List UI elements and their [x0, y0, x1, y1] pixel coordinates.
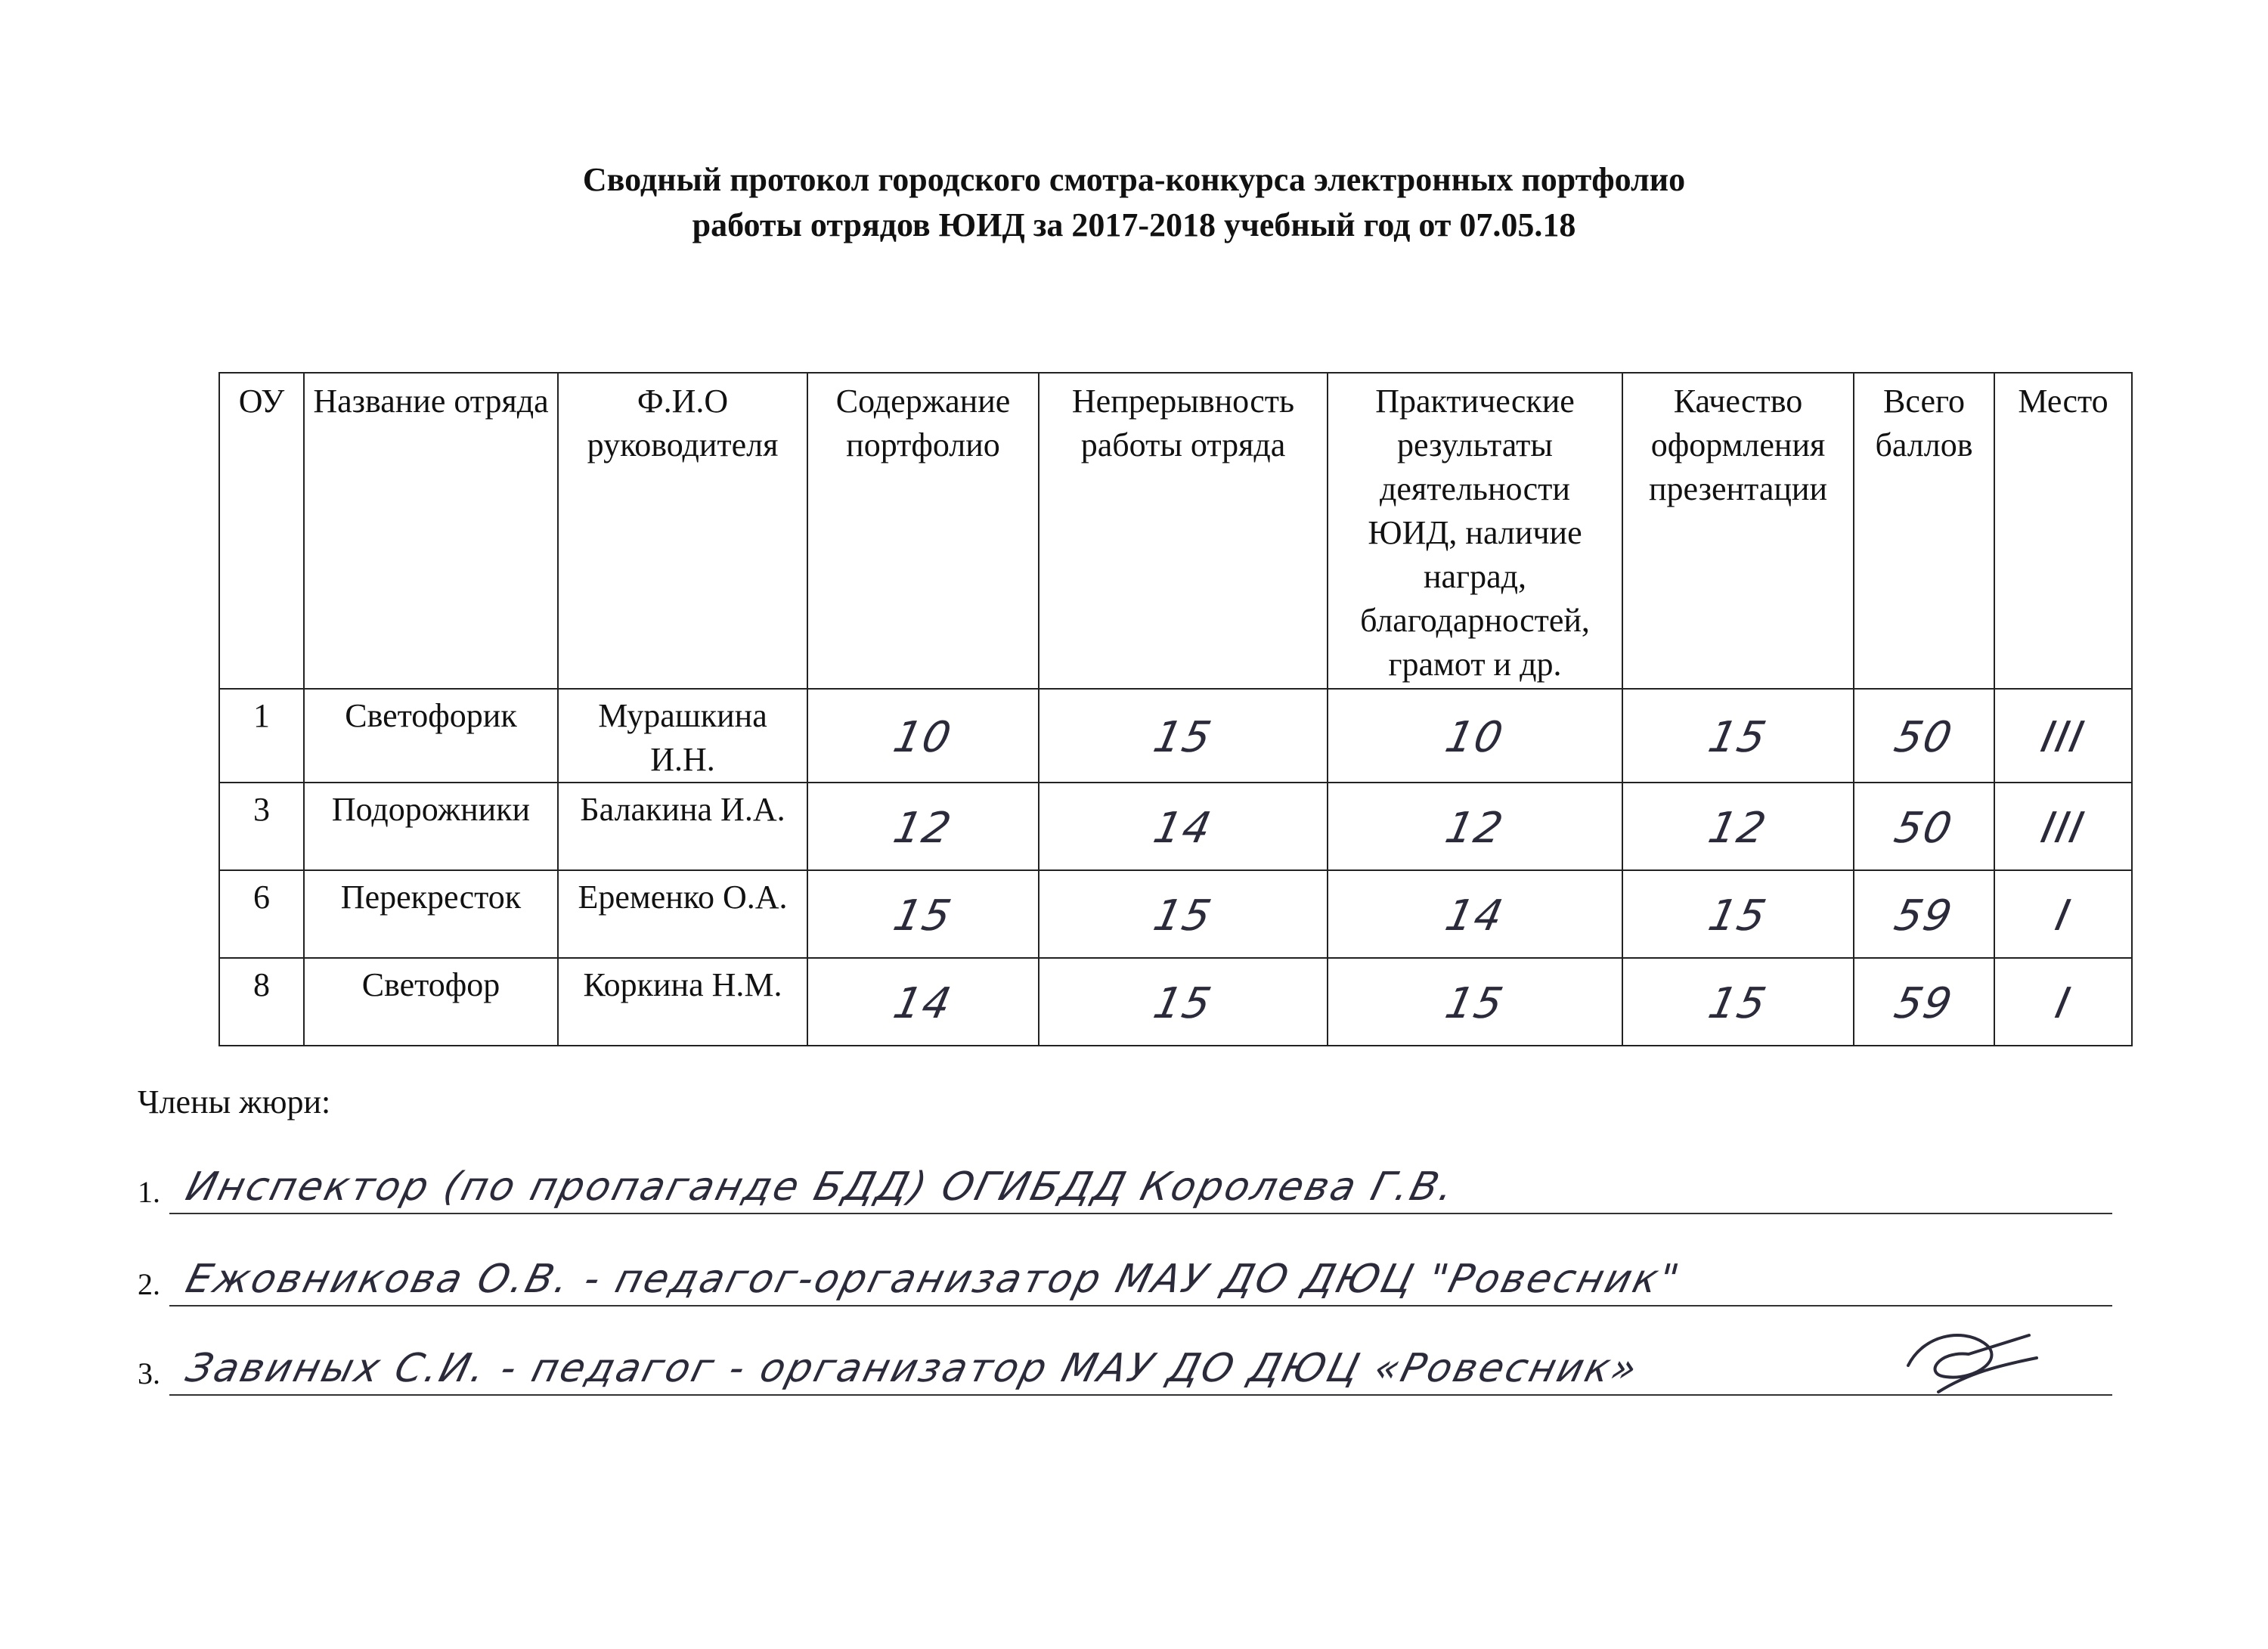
title-line-1: Сводный протокол городского смотра-конкурса электронных портфолио — [582, 161, 1686, 198]
table-row — [219, 958, 2132, 1046]
document-title — [0, 157, 2268, 248]
results-table — [218, 372, 2133, 1046]
jury-member-1 — [138, 1157, 2112, 1214]
cell-continuity-score: 15 — [1039, 870, 1328, 958]
table-row — [219, 689, 2132, 783]
jury-label: Члены жюри: — [138, 1083, 331, 1121]
cell-leader: Мурашкина И.Н. — [558, 689, 807, 783]
cell-total-score: 59 — [1854, 958, 1994, 1046]
cell-continuity-score: 14 — [1039, 783, 1328, 870]
cell-place: I — [1994, 870, 2132, 958]
cell-place: I — [1994, 958, 2132, 1046]
cell-quality-score: 12 — [1622, 783, 1854, 870]
jury-member-number: 2. — [138, 1267, 160, 1301]
cell-quality-score: 15 — [1622, 689, 1854, 783]
cell-place: III — [1994, 783, 2132, 870]
cell-quality-score: 15 — [1622, 870, 1854, 958]
cell-total-score: 59 — [1854, 870, 1994, 958]
signature-line — [169, 1394, 2112, 1396]
cell-results-score: 12 — [1328, 783, 1622, 870]
jury-member-number: 3. — [138, 1356, 160, 1390]
cell-ou: 8 — [219, 958, 304, 1046]
cell-results-score: 14 — [1328, 870, 1622, 958]
header-ou: ОУ — [219, 373, 304, 689]
header-continuity: Непрерывность работы отряда — [1039, 373, 1328, 689]
signature-line — [169, 1305, 2112, 1306]
table-row — [219, 783, 2132, 870]
cell-team-name: Подорожники — [304, 783, 558, 870]
header-presentation-quality: Качество оформления презентации — [1622, 373, 1854, 689]
signature-line — [169, 1213, 2112, 1214]
cell-total-score: 50 — [1854, 689, 1994, 783]
cell-ou: 3 — [219, 783, 304, 870]
jury-member-number: 1. — [138, 1175, 160, 1209]
jury-member-text: Инспектор (по пропаганде БДД) ОГИБДД Королева Г.В. — [181, 1164, 1461, 1210]
cell-results-score: 15 — [1328, 958, 1622, 1046]
cell-content-score: 15 — [807, 870, 1039, 958]
cell-team-name: Светофорик — [304, 689, 558, 783]
cell-continuity-score: 15 — [1039, 689, 1328, 783]
jury-member-text: Ежовникова О.В. - педагог-организатор МАУ ДО ДЮЦ "Ровесник" — [181, 1257, 1686, 1302]
header-practical-results: Практические результаты деятельности ЮИД, наличие наград, благодарностей, грамот и др. — [1328, 373, 1622, 689]
cell-place: III — [1994, 689, 2132, 783]
cell-content-score: 10 — [807, 689, 1039, 783]
cell-quality-score: 15 — [1622, 958, 1854, 1046]
header-leader: Ф.И.О руководителя — [558, 373, 807, 689]
cell-team-name: Перекресток — [304, 870, 558, 958]
cell-ou: 1 — [219, 689, 304, 783]
header-total-score: Всего баллов — [1854, 373, 1994, 689]
cell-leader: Балакина И.А. — [558, 783, 807, 870]
cell-team-name: Светофор — [304, 958, 558, 1046]
header-portfolio-content: Содержание портфолио — [807, 373, 1039, 689]
cell-results-score: 10 — [1328, 689, 1622, 783]
cell-ou: 6 — [219, 870, 304, 958]
cell-continuity-score: 15 — [1039, 958, 1328, 1046]
table-header-row — [219, 373, 2132, 689]
cell-leader: Еременко О.А. — [558, 870, 807, 958]
signature-scribble-icon — [1893, 1320, 2044, 1403]
table-row — [219, 870, 2132, 958]
cell-total-score: 50 — [1854, 783, 1994, 870]
jury-member-2 — [138, 1249, 2112, 1306]
cell-content-score: 14 — [807, 958, 1039, 1046]
cell-content-score: 12 — [807, 783, 1039, 870]
title-line-2: работы отрядов ЮИД за 2017-2018 учебный год от 07.05.18 — [692, 206, 1576, 243]
jury-member-text: Завиных С.И. - педагог - организатор МАУ ДО ДЮЦ «Ровесник» — [181, 1346, 1644, 1391]
cell-leader: Коркина Н.М. — [558, 958, 807, 1046]
header-team-name: Название отряда — [304, 373, 558, 689]
header-place: Место — [1994, 373, 2132, 689]
jury-member-3 — [138, 1338, 2112, 1396]
